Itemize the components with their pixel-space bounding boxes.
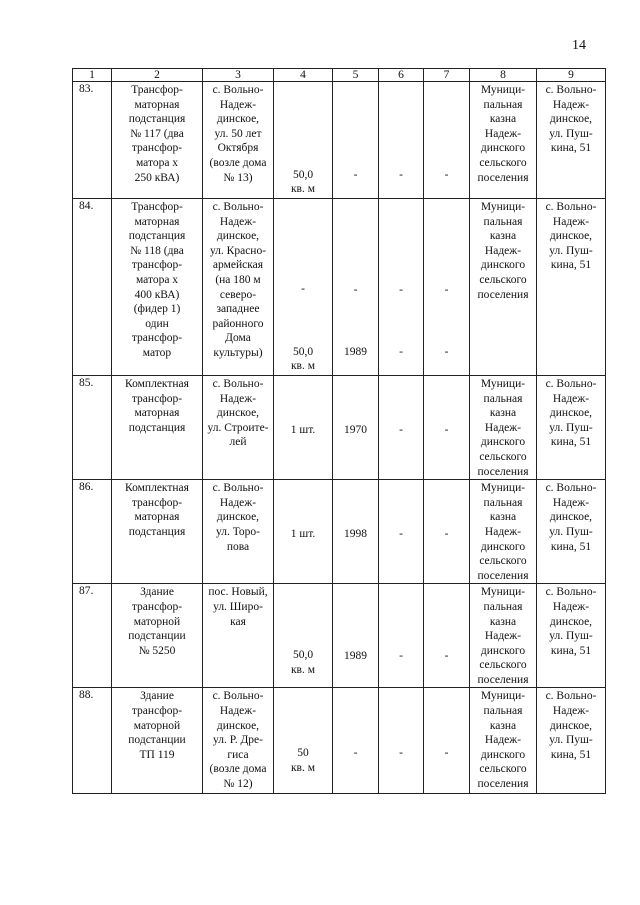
commission-year: 1989 [344,346,367,359]
object-address: с. Вольно- Надеж- динское, ул. Строите- лей [203,376,274,480]
column-6-cell [379,199,424,376]
column-header: 8 [470,69,537,82]
table-row [73,688,606,794]
object-address: с. Вольно- Надеж- динское, ул. Торо- пова [203,480,274,584]
owner-address: с. Вольно- Надеж- динское, ул. Пуш- кина, 51 [537,376,606,480]
object-area: 50,0 кв. м [274,82,333,199]
property-registry-table [72,68,606,794]
column-header: 4 [274,69,333,82]
owner-address: с. Вольно- Надеж- динское, ул. Пуш- кина, 51 [537,199,606,376]
object-address: с. Вольно- Надеж- динское, ул. Р. Дре- гиса (возле дома № 12) [203,688,274,794]
table-row [73,376,606,480]
commission-year: 1998 [333,480,379,584]
column-header: 2 [112,69,203,82]
object-address: пос. Новый, ул. Широ- кая [203,584,274,688]
owner-address: с. Вольно- Надеж- динское, ул. Пуш- кина, 51 [537,584,606,688]
column-6-value: - [399,346,403,359]
column-7-value: - [424,584,470,688]
column-header: 6 [379,69,424,82]
column-7-value: - [424,480,470,584]
column-number-header [73,69,606,82]
object-name: Здание трансфор- маторной подстанции № 5250 [112,584,203,688]
column-header: 9 [537,69,606,82]
column-7-top: - [444,283,449,296]
column-7-value: - [444,346,449,359]
object-area-cell [274,199,333,376]
commission-year: - [333,688,379,794]
column-7-value: - [424,688,470,794]
owner-address: с. Вольно- Надеж- динское, ул. Пуш- кина, 51 [537,688,606,794]
table-row [73,584,606,688]
column-6-value: - [379,584,424,688]
table-row [73,480,606,584]
commission-year-cell [333,199,379,376]
row-number: 87. [73,584,112,688]
object-name: Трансфор- маторная подстанция № 118 (два трансфор- матора х 400 кВА) (фидер 1) один трансфор- матор [112,199,203,376]
object-name: Трансфор- маторная подстанция № 117 (два трансфор- матора х 250 кВА) [112,82,203,199]
row-number: 84. [73,199,112,376]
column-header: 1 [73,69,112,82]
row-number: 86. [73,480,112,584]
object-area: 50,0 кв. м [274,584,333,688]
object-area: 50 кв. м [274,688,333,794]
object-name: Комплектная трансфор- маторная подстанция [112,480,203,584]
table-row [73,82,606,199]
owner: Муници- пальная казна Надеж- динского сельского поселения [470,584,537,688]
owner: Муници- пальная казна Надеж- динского сельского поселения [470,480,537,584]
object-address: с. Вольно- Надеж- динское, ул. 50 лет Октября (возле дома № 13) [203,82,274,199]
commission-year-top: - [353,283,358,296]
object-name: Здание трансфор- маторной подстанции ТП 119 [112,688,203,794]
commission-year: 1989 [333,584,379,688]
object-area: 50,0 кв. м [290,345,316,373]
column-header: 7 [424,69,470,82]
object-name: Комплектная трансфор- маторная подстанция [112,376,203,480]
column-header: 3 [203,69,274,82]
column-6-top: - [399,283,403,296]
column-6-value: - [379,82,424,199]
owner: Муници- пальная казна Надеж- динского сельского поселения [470,688,537,794]
object-area-top: - [301,283,305,296]
column-header: 5 [333,69,379,82]
owner: Муници- пальная казна Надеж- динского сельского поселения [470,82,537,199]
column-6-value: - [379,376,424,480]
commission-year: - [333,82,379,199]
owner-address: с. Вольно- Надеж- динское, ул. Пуш- кина, 51 [537,480,606,584]
owner: Муници- пальная казна Надеж- динского сельского поселения [470,199,537,376]
object-area: 1 шт. [274,376,333,480]
column-6-value: - [379,688,424,794]
column-7-value: - [424,376,470,480]
object-address: с. Вольно- Надеж- динское, ул. Красно- армейская (на 180 м северо- западнее районного Дома культуры) [203,199,274,376]
table-row [73,199,606,376]
column-6-value: - [379,480,424,584]
owner: Муници- пальная казна Надеж- динского сельского поселения [470,376,537,480]
row-number: 83. [73,82,112,199]
row-number: 88. [73,688,112,794]
owner-address: с. Вольно- Надеж- динское, ул. Пуш- кина, 51 [537,82,606,199]
row-number: 85. [73,376,112,480]
page-number: 14 [572,38,586,53]
column-7-cell [424,199,470,376]
commission-year: 1970 [333,376,379,480]
object-area: 1 шт. [274,480,333,584]
column-7-value: - [424,82,470,199]
